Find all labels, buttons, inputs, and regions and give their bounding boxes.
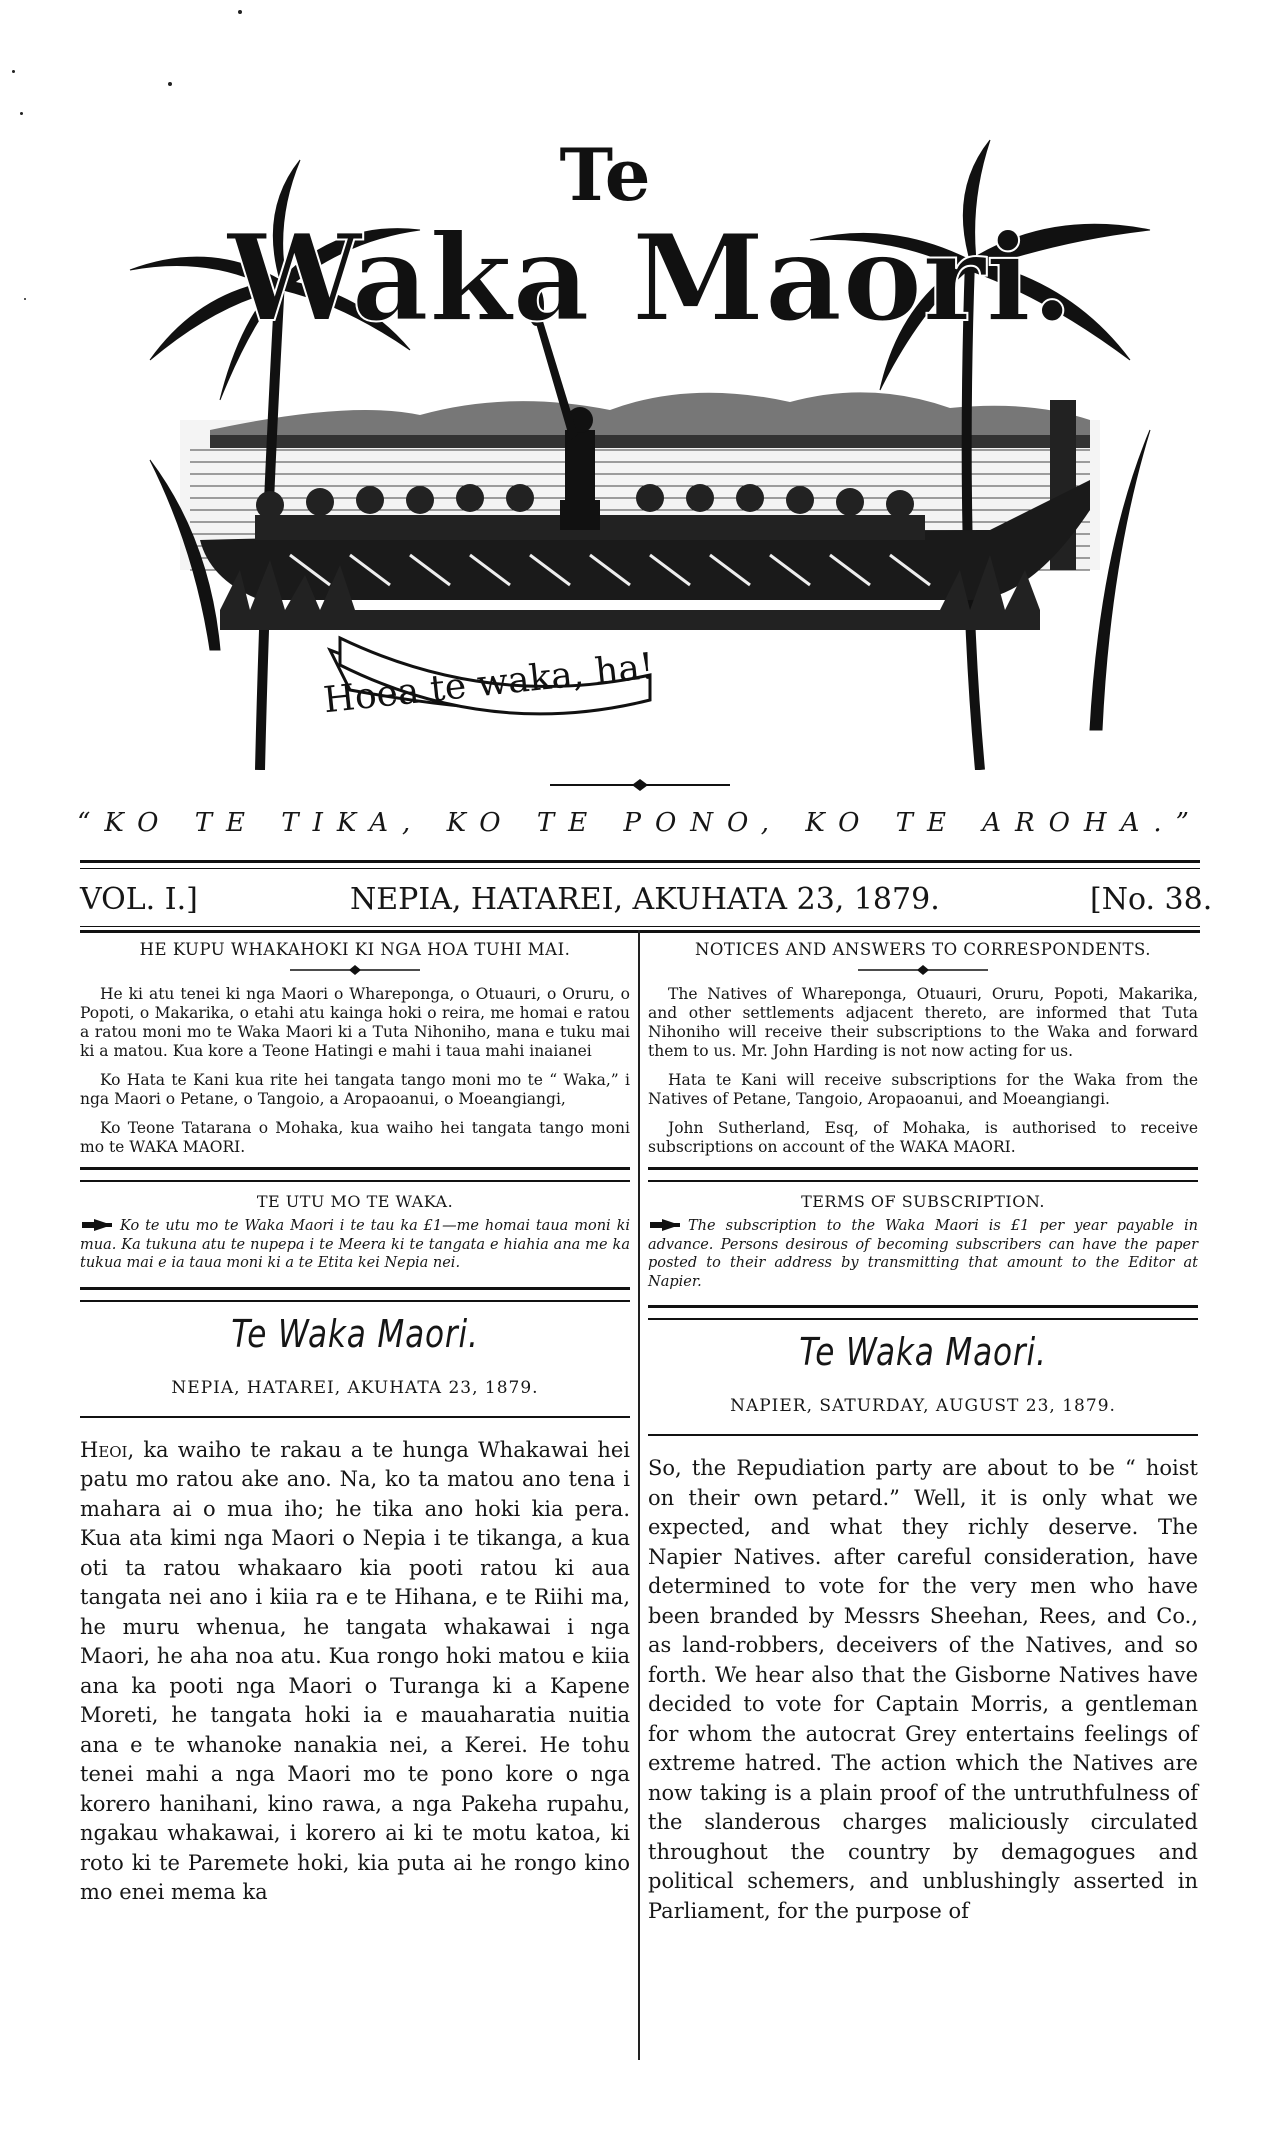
notice-item: He ki atu tenei ki nga Maori o Whareponga, o Otuauri, o Oruru, o Popoti, o Makarika, o etahi atu kainga hoki o reira, me homai e ratou a ratou moni mo te Waka Maori ki a Tuta Nihoniho, mana e tuku mai ki a matou. Kua kore a Teone Hatingi e mahi i taua mahi inaianei (80, 985, 630, 1060)
section-rule (648, 1167, 1198, 1182)
print-speckle (24, 298, 26, 300)
pointing-hand-icon (80, 1218, 114, 1232)
dateline-rule-thin (80, 926, 1200, 927)
print-speckle (168, 82, 172, 86)
motto: “KO TE TIKA, KO TE PONO, KO TE AROHA.” (77, 808, 1203, 838)
issue-number: [No. 38. (1090, 882, 1213, 917)
paper-date-english: NAPIER, SATURDAY, AUGUST 23, 1879. (730, 1396, 1116, 1416)
print-speckle (238, 10, 242, 14)
masthead-ornament (0, 778, 1280, 792)
masthead-illustration (90, 130, 1190, 770)
paper-date-maori: NEPIA, HATAREI, AKUHATA 23, 1879. (171, 1377, 539, 1398)
top-rule (80, 860, 1200, 863)
masthead-title-main: Waka Maori. (227, 208, 1073, 349)
paper-title-english: Te Waka Maori. (799, 1330, 1047, 1374)
dateline (80, 882, 1213, 922)
column-divider (638, 930, 640, 2060)
heading-ornament (848, 965, 998, 975)
terms-text-maori: Ko te utu mo te Waka Maori i te tau ka £1—me homai taua moni ki mua. Ka tukuna atu te nupepa i te Meera ki te tangata e hiahia ana me ka tukua mai e ia taua moni ki a te Etita kei Nepia nei. (80, 1218, 630, 1271)
masthead-banner: Hoea te waka, ha! (321, 645, 657, 722)
right-column (648, 940, 1198, 1926)
terms-heading-english: TERMS OF SUBSCRIPTION. (801, 1192, 1045, 1211)
section-rule (648, 1305, 1198, 1320)
notice-item: Hata te Kani will receive subscriptions for the Waka from the Natives of Petane, Tangoio, Aropaoanui, and Moeangiangi. (648, 1071, 1198, 1108)
section-rule (80, 1287, 630, 1302)
notice-item: Ko Hata te Kani kua rite hei tangata tango moni mo te “ Waka,” i nga Maori o Petane, o Tangoio, a Aropaoanui, o Moeangiangi, (80, 1071, 630, 1108)
issue-date: NEPIA, HATAREI, AKUHATA 23, 1879. (350, 882, 940, 917)
terms-text-english: The subscription to the Waka Maori is £1 per year payable in advance. Persons desirous of becoming subscribers can have the paper posted to their address by transmitting that amount to the Editor at Napier. (648, 1218, 1198, 1290)
editorial-english: So, the Repudiation party are about to be “ hoist on their own petard.” Well, it is only what we expected, and what they richly deserve. The Napier Natives. after careful consideration, have determined to vote for the very men who have been branded by Messrs Sheehan, Rees, and Co., as land-robbers, deceivers of the Natives, and so forth. We hear also that the Gisborne Natives have decided to vote for Captain Morris, a gentleman for whom the autocrat Grey entertains feelings of extreme hatred. The action which the Natives are now taking is a plain proof of the untruthfulness of the slanderous charges maliciously circulated throughout the country by demagogues and political schemers, and unblushingly asserted in Parliament, for the purpose of (648, 1456, 1198, 1923)
editorial-body: ka waiho te rakau a te hunga Whakawai hei patu mo ratou ake ano. Na, ko ta matou ano tena i mahara ai o mua iho; he tika ano hoki kia pera. Kua ata kimi nga Maori o Nepia i te tikanga, a kua oti ta ratou whakaaro kia pooti ratou ki aua tangata nei ano i kiia ra e te Hihana, e te Riihi ma, he muru whenua, he tangata whakawai i nga Maori, he aha noa atu. Kua rongo hoki matou e kiia ana ka pooti nga Maori o Turanga ki a Kapene Moreti, he tangata hoki ia e mauaharatia nuitia ana e te whanoke nanakia nei, a Kerei. He tohu tenei mahi a nga Maori mo te pono kore o nga korero hanihani, kino rawa, a nga Pakeha rupahu, ngakau whakawai, i korero ai ki te motu katoa, ki roto ki te Paremete hoki, kia puta ai he rongo kino mo enei mema ka (80, 1437, 630, 1904)
pointing-hand-icon (648, 1218, 682, 1232)
section-rule (80, 1167, 630, 1182)
article-rule (648, 1434, 1198, 1436)
notice-item: Ko Teone Tatarana o Mohaka, kua waiho hei tangata tango moni mo te WAKA MAORI. (80, 1119, 630, 1156)
dateline-rule (80, 930, 1200, 933)
notice-item: John Sutherland, Esq, of Mohaka, is authorised to receive subscriptions on account of the WAKA MAORI. (648, 1119, 1198, 1156)
notices-heading-maori: HE KUPU WHAKAHOKI KI NGA HOA TUHI MAI. (139, 940, 571, 959)
article-rule (80, 1416, 630, 1418)
top-rule-thin (80, 868, 1200, 869)
editorial-lead-word: Heoi, (80, 1437, 135, 1462)
terms-heading-maori: TE UTU MO TE WAKA. (256, 1192, 454, 1211)
notice-item: The Natives of Whareponga, Otuauri, Oruru, Popoti, Makarika, and other settlements adjacent thereto, are informed that Tuta Nihoniho will receive their subscriptions to the Waka and forward them to us. Mr. John Harding is not now acting for us. (648, 985, 1198, 1060)
editorial-maori (80, 1436, 630, 1908)
masthead-title-small: Te (559, 132, 651, 217)
print-speckle (20, 112, 23, 115)
volume-label: VOL. I.] (80, 882, 198, 917)
heading-ornament (280, 965, 430, 975)
print-speckle (12, 70, 15, 73)
paper-title-maori: Te Waka Maori. (231, 1311, 479, 1356)
left-column (80, 940, 630, 1908)
notices-heading-english: NOTICES AND ANSWERS TO CORRESPONDENTS. (694, 940, 1152, 959)
